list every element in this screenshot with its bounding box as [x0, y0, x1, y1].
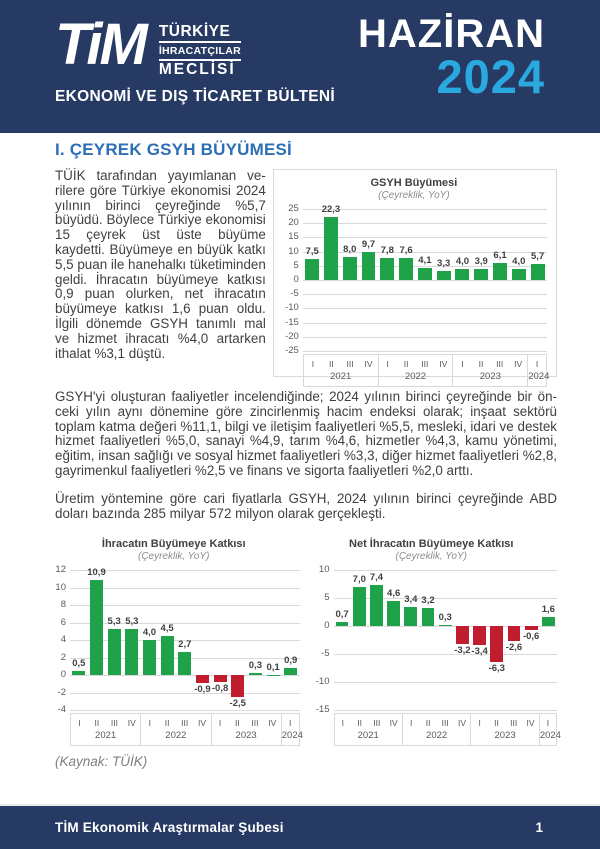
- bar: [125, 629, 138, 675]
- bar-value-label: 5,3: [125, 616, 139, 627]
- quarter-label: I: [453, 355, 472, 371]
- bar-slot: [264, 570, 282, 710]
- chart-plot-row: [48, 564, 300, 716]
- bar-slot: [385, 570, 402, 710]
- bar-value-label: 0,5: [72, 658, 86, 669]
- year-label: 2024: [281, 729, 299, 746]
- bar-value-label: 5,3: [107, 616, 121, 627]
- bar-value-label: 2,7: [178, 638, 192, 650]
- bar-slot: [454, 570, 471, 710]
- year-label: 2022: [402, 729, 470, 746]
- bar: [249, 673, 262, 676]
- bars-layer: [70, 567, 300, 710]
- gridline: [70, 710, 300, 711]
- bar-slot: [528, 209, 547, 351]
- bar-value-label: 9,7: [361, 239, 376, 251]
- header-right: [358, 12, 545, 103]
- bar-value-label: -3,4: [471, 646, 488, 658]
- quarter-label: II: [425, 718, 431, 729]
- bar: [404, 607, 417, 626]
- bar: [493, 263, 507, 280]
- bar: [531, 264, 545, 280]
- quarter-label: III: [181, 718, 189, 729]
- quarter-label: II: [328, 359, 334, 369]
- bar-value-label: 8,0: [343, 244, 357, 256]
- quarter-label: IV: [458, 718, 467, 729]
- quarter-label: I: [539, 714, 556, 730]
- bar: [143, 640, 156, 675]
- bar-value-label: -0,6: [522, 630, 540, 642]
- paragraph-1: TÜİK tarafından yayımlanan verilere göre Türkiye ekonomisi 2024 yılının birinci çeyreğinde %5,7 büyüdü. Böylece Türkiye ekonomisi 15 çeyrek üst üste büyüme kaydetti. Büyümeye en büyük katkı 5,5 puan ile hanehalkı tüketiminden geldi. İhracatın büyümeye katkısı 0,9 puan olurken, net ihracatın büyümeye katkısı 1,6 puan oldu. İlgili dönemde GSYH tanımlı mal ve hizmet ihracatı %4,0 artarken ithalat %3,1 düştü.: [55, 168, 266, 361]
- quarter-label: III: [510, 718, 518, 729]
- bar: [343, 257, 357, 280]
- quarter-label: I: [378, 355, 397, 371]
- bar-value-label: 3,4: [404, 594, 418, 606]
- bar-slot: [351, 570, 368, 710]
- quarter-label: IV: [514, 359, 523, 369]
- issue-year: 2024: [436, 50, 545, 103]
- quarter-label: I: [311, 359, 315, 369]
- bar: [231, 675, 244, 697]
- charts-row: [48, 538, 561, 746]
- bulletin-title: EKONOMİ VE DIŞ TİCARET BÜLTENİ: [55, 88, 335, 105]
- y-tick-label: 12: [55, 564, 66, 576]
- year-label: 2021: [95, 730, 117, 742]
- header-band: [0, 0, 600, 133]
- quarter-label: II: [234, 718, 240, 729]
- bar: [284, 668, 297, 676]
- source-note: (Kaynak: TÜİK): [55, 754, 148, 770]
- bar-slot: [282, 570, 300, 710]
- bar-slot: [402, 570, 419, 710]
- bar-slot: [437, 570, 454, 710]
- quarter-label: III: [373, 718, 381, 729]
- bar-value-label: -2,5: [229, 698, 246, 710]
- plot-area: [303, 203, 547, 351]
- bar-slot: [397, 209, 416, 351]
- bar-value-label: 22,3: [321, 203, 341, 215]
- bar-value-label: 0,9: [284, 654, 298, 666]
- bar-value-label: 4,0: [142, 627, 157, 639]
- chart-subtitle: (Çeyreklik, YoY): [378, 190, 450, 201]
- quarter-label: I: [341, 718, 344, 729]
- year-label: 2023: [453, 370, 528, 387]
- bar-value-label: 4,5: [160, 623, 174, 634]
- bar-value-label: 0,7: [335, 609, 349, 621]
- y-tick-label: 6: [60, 616, 66, 628]
- paragraph-2: GSYH'yi oluşturan faaliyetler incelendiğinde; 2024 yılının birinci çeyreğinde bir önceki yılın aynı dönemine göre zincirlenmiş hacim endeksi olarak; inşaat sektörü toplam katma değeri %11,1, bilgi ve iletişim faaliyetleri %5,5, mesleki, idari ve destek hizmet faaliyetleri %5,0, sanayi %4,9, tarım %4,6, hizmetler %4,3, kamu yönetimi, eğitim, insan sağlığı ve sosyal hizmet faaliyetleri %3,3, diğer hizmet faaliyetleri %2,8, gayrimenkul faaliyetleri %2,5 ve finans ve sigorta faaliyetleri %2,0 arttı.: [55, 389, 557, 478]
- chart-subtitle: (Çeyreklik, YoY): [395, 551, 467, 563]
- bar: [214, 675, 227, 682]
- bar-slot: [359, 209, 378, 351]
- chart-plot-row: [281, 203, 547, 356]
- bars-layer: [334, 570, 558, 710]
- year-label: 2021: [330, 371, 352, 382]
- bar-slot: [340, 209, 359, 351]
- bar-value-label: -0,8: [211, 683, 229, 695]
- quarter-label: II: [164, 718, 170, 729]
- quarter-label: II: [357, 718, 363, 729]
- quarter-label: IV: [364, 359, 373, 369]
- bar-value-label: -2,6: [505, 641, 523, 653]
- year-label: 2022: [141, 729, 211, 746]
- bar-slot: [247, 570, 265, 710]
- bar: [437, 271, 451, 280]
- y-tick-label: 10: [55, 581, 66, 593]
- quarter-label: I: [471, 714, 488, 730]
- page-content: [0, 133, 600, 769]
- bar-value-label: -0,9: [194, 684, 211, 696]
- gridline: [334, 710, 558, 711]
- bar-value-label: 0,1: [266, 661, 280, 673]
- bar-slot: [419, 570, 436, 710]
- bar-slot: [523, 570, 540, 710]
- intro-row: [55, 168, 557, 382]
- quarter-label: I: [211, 714, 229, 730]
- y-tick-label: -10: [315, 676, 330, 688]
- bar: [439, 625, 452, 627]
- year-label: 2021: [357, 730, 379, 742]
- bar-slot: [211, 570, 229, 710]
- chart-ihracat-katki: [48, 538, 303, 746]
- quarter-label: IV: [389, 718, 398, 729]
- bar-value-label: 7,5: [305, 245, 319, 257]
- bar: [108, 629, 121, 675]
- y-tick-label: 0: [60, 669, 66, 681]
- bar: [490, 626, 503, 661]
- quarter-label: III: [346, 359, 354, 369]
- header-left: [55, 12, 335, 106]
- chart-net-ihracat-katki: [306, 538, 561, 746]
- quarter-label: I: [281, 714, 299, 730]
- y-tick-label: -15: [285, 316, 299, 328]
- x-axis-table: [334, 713, 561, 746]
- footer-band: [0, 804, 600, 849]
- chart-plot-row: [306, 564, 558, 716]
- tim-logo: [55, 12, 335, 79]
- bar-slot: [471, 570, 488, 710]
- quarter-label: IV: [127, 718, 136, 729]
- bar-slot: [105, 570, 123, 710]
- quarter-label: IV: [526, 718, 535, 729]
- bar-value-label: -6,3: [488, 662, 505, 674]
- bar: [473, 626, 486, 645]
- quarter-label: III: [441, 718, 449, 729]
- bar: [353, 587, 366, 626]
- y-tick-label: -5: [321, 648, 330, 660]
- bar-value-label: 3,2: [421, 595, 435, 607]
- y-tick-label: -5: [290, 288, 299, 300]
- y-tick-label: 5: [293, 259, 299, 271]
- y-tick-label: 0: [324, 620, 330, 632]
- bar-value-label: 6,1: [493, 249, 507, 261]
- bar-slot: [505, 570, 522, 710]
- bar: [455, 269, 469, 280]
- bar: [422, 608, 435, 626]
- quarter-label: II: [494, 718, 499, 729]
- footer-department: TİM Ekonomik Araştırmalar Şubesi: [55, 820, 284, 835]
- bar-slot: [176, 570, 194, 710]
- org-name-block: [159, 23, 241, 79]
- bar: [72, 671, 85, 675]
- bar-slot: [194, 570, 212, 710]
- bar-value-label: -3,2: [454, 645, 471, 657]
- bar-slot: [141, 570, 159, 710]
- bar: [362, 252, 376, 280]
- year-label: 2024: [539, 729, 556, 746]
- bar-value-label: 5,7: [530, 250, 545, 262]
- bar: [418, 268, 432, 280]
- y-axis: [306, 564, 334, 716]
- bar-slot: [491, 209, 510, 351]
- bar: [267, 675, 280, 676]
- bar: [161, 636, 174, 675]
- y-tick-label: 2: [60, 651, 66, 663]
- y-tick-label: 20: [288, 217, 299, 229]
- bar-value-label: 4,1: [418, 255, 432, 267]
- bar-value-label: 4,6: [387, 587, 401, 599]
- bars-layer: [303, 203, 547, 351]
- chart-title: Net İhracatın Büyümeye Katkısı: [349, 538, 514, 551]
- bar-slot: [453, 209, 472, 351]
- bar: [456, 626, 469, 644]
- bar-value-label: 1,6: [541, 604, 555, 616]
- bar-slot: [70, 570, 88, 710]
- quarter-label: I: [402, 714, 419, 730]
- bar: [512, 269, 526, 280]
- bar-value-label: 7,0: [352, 574, 366, 586]
- quarter-label: III: [110, 718, 118, 729]
- bar-slot: [321, 203, 341, 351]
- chart-subtitle: (Çeyreklik, YoY): [137, 551, 210, 563]
- quarter-label: IV: [439, 359, 448, 369]
- bar: [542, 617, 555, 626]
- bar: [380, 258, 394, 280]
- bar-slot: [488, 570, 505, 710]
- bar: [399, 258, 413, 280]
- section-title: I. ÇEYREK GSYH BÜYÜMESİ: [55, 140, 292, 159]
- quarter-label: I: [141, 714, 159, 730]
- plot-area: [70, 567, 300, 710]
- bar-slot: [303, 209, 322, 351]
- bar-value-label: 7,4: [369, 571, 384, 583]
- y-axis: [281, 203, 303, 356]
- bar-value-label: 10,9: [87, 567, 106, 578]
- paragraph-3: Üretim yöntemine göre cari fiyatlarla GSYH, 2024 yılının birinci çeyreğinde ABD doları bazında 285 milyar 572 milyon olarak gerçekleşti.: [55, 490, 557, 521]
- x-axis-table: [70, 713, 303, 746]
- bar-value-label: 4,0: [455, 255, 470, 267]
- bar: [324, 217, 338, 280]
- year-label: 2023: [471, 729, 539, 746]
- bar-slot: [87, 567, 106, 710]
- y-tick-label: -2: [57, 686, 66, 698]
- y-tick-label: 10: [318, 564, 330, 576]
- y-tick-label: 5: [324, 592, 330, 604]
- bar-slot: [334, 570, 351, 710]
- y-axis: [48, 564, 70, 716]
- issue-month: HAZİRAN: [358, 12, 545, 56]
- bar-value-label: 0,3: [248, 659, 262, 671]
- bar-slot: [415, 209, 434, 351]
- y-tick-label: -25: [285, 345, 299, 356]
- year-label: 2023: [211, 729, 281, 746]
- bar: [525, 626, 538, 629]
- year-label: 2022: [378, 370, 453, 387]
- bar-slot: [158, 570, 176, 710]
- quarter-label: II: [403, 359, 409, 369]
- quarter-label: I: [528, 355, 547, 371]
- quarter-label: IV: [197, 718, 206, 729]
- quarter-label: II: [478, 359, 484, 369]
- y-tick-label: -20: [285, 330, 299, 342]
- bar: [370, 585, 383, 626]
- org-line-ihracatcilar: İHRACATÇILAR: [158, 45, 241, 57]
- bar-value-label: 3,3: [437, 257, 451, 269]
- bar: [336, 622, 349, 626]
- bar-slot: [378, 209, 397, 351]
- quarter-label: IV: [268, 718, 277, 729]
- page-number: 1: [535, 820, 543, 835]
- bar-slot: [509, 209, 528, 351]
- y-tick-label: 25: [288, 203, 299, 214]
- quarter-label: III: [496, 359, 504, 369]
- bar-slot: [368, 570, 385, 710]
- bar: [305, 259, 319, 280]
- tim-logotype: TiM: [55, 12, 145, 77]
- y-tick-label: -15: [315, 704, 330, 716]
- quarter-label: I: [78, 718, 81, 729]
- bar: [508, 626, 521, 641]
- bar-slot: [472, 209, 491, 351]
- year-label: 2024: [528, 370, 547, 387]
- bar-slot: [229, 570, 247, 710]
- y-tick-label: 10: [288, 245, 299, 257]
- chart-gsyh-buyumesi: [273, 169, 557, 382]
- bar: [474, 269, 488, 280]
- bar-value-label: 3,9: [474, 255, 488, 267]
- bar-value-label: 0,3: [438, 611, 452, 623]
- y-tick-label: 8: [60, 599, 66, 611]
- quarter-label: III: [421, 359, 429, 369]
- chart-title: İhracatın Büyümeye Katkısı: [101, 538, 246, 551]
- bar-slot: [434, 209, 453, 351]
- chart-title: GSYH Büyümesi: [370, 177, 458, 189]
- gridline: [303, 351, 547, 352]
- bar-slot: [540, 570, 557, 710]
- bar-value-label: 7,8: [380, 244, 394, 256]
- x-axis-table: [303, 354, 550, 387]
- bar-value-label: 7,6: [399, 245, 413, 257]
- y-tick-label: 15: [288, 231, 299, 243]
- y-tick-label: -10: [285, 302, 299, 314]
- bar: [196, 675, 209, 683]
- y-tick-label: -4: [57, 704, 66, 716]
- y-tick-label: 0: [293, 274, 299, 285]
- bar-slot: [123, 570, 141, 710]
- org-line-turkiye: TÜRKİYE: [158, 23, 231, 40]
- bar: [90, 580, 103, 675]
- y-tick-label: 4: [60, 634, 66, 646]
- org-line-meclisi: MECLİSİ: [158, 61, 236, 78]
- quarter-label: II: [94, 718, 100, 729]
- bar: [178, 652, 191, 676]
- plot-area: [334, 570, 558, 710]
- bar-value-label: 4,0: [512, 255, 526, 267]
- quarter-label: III: [251, 718, 259, 729]
- bar: [387, 601, 400, 627]
